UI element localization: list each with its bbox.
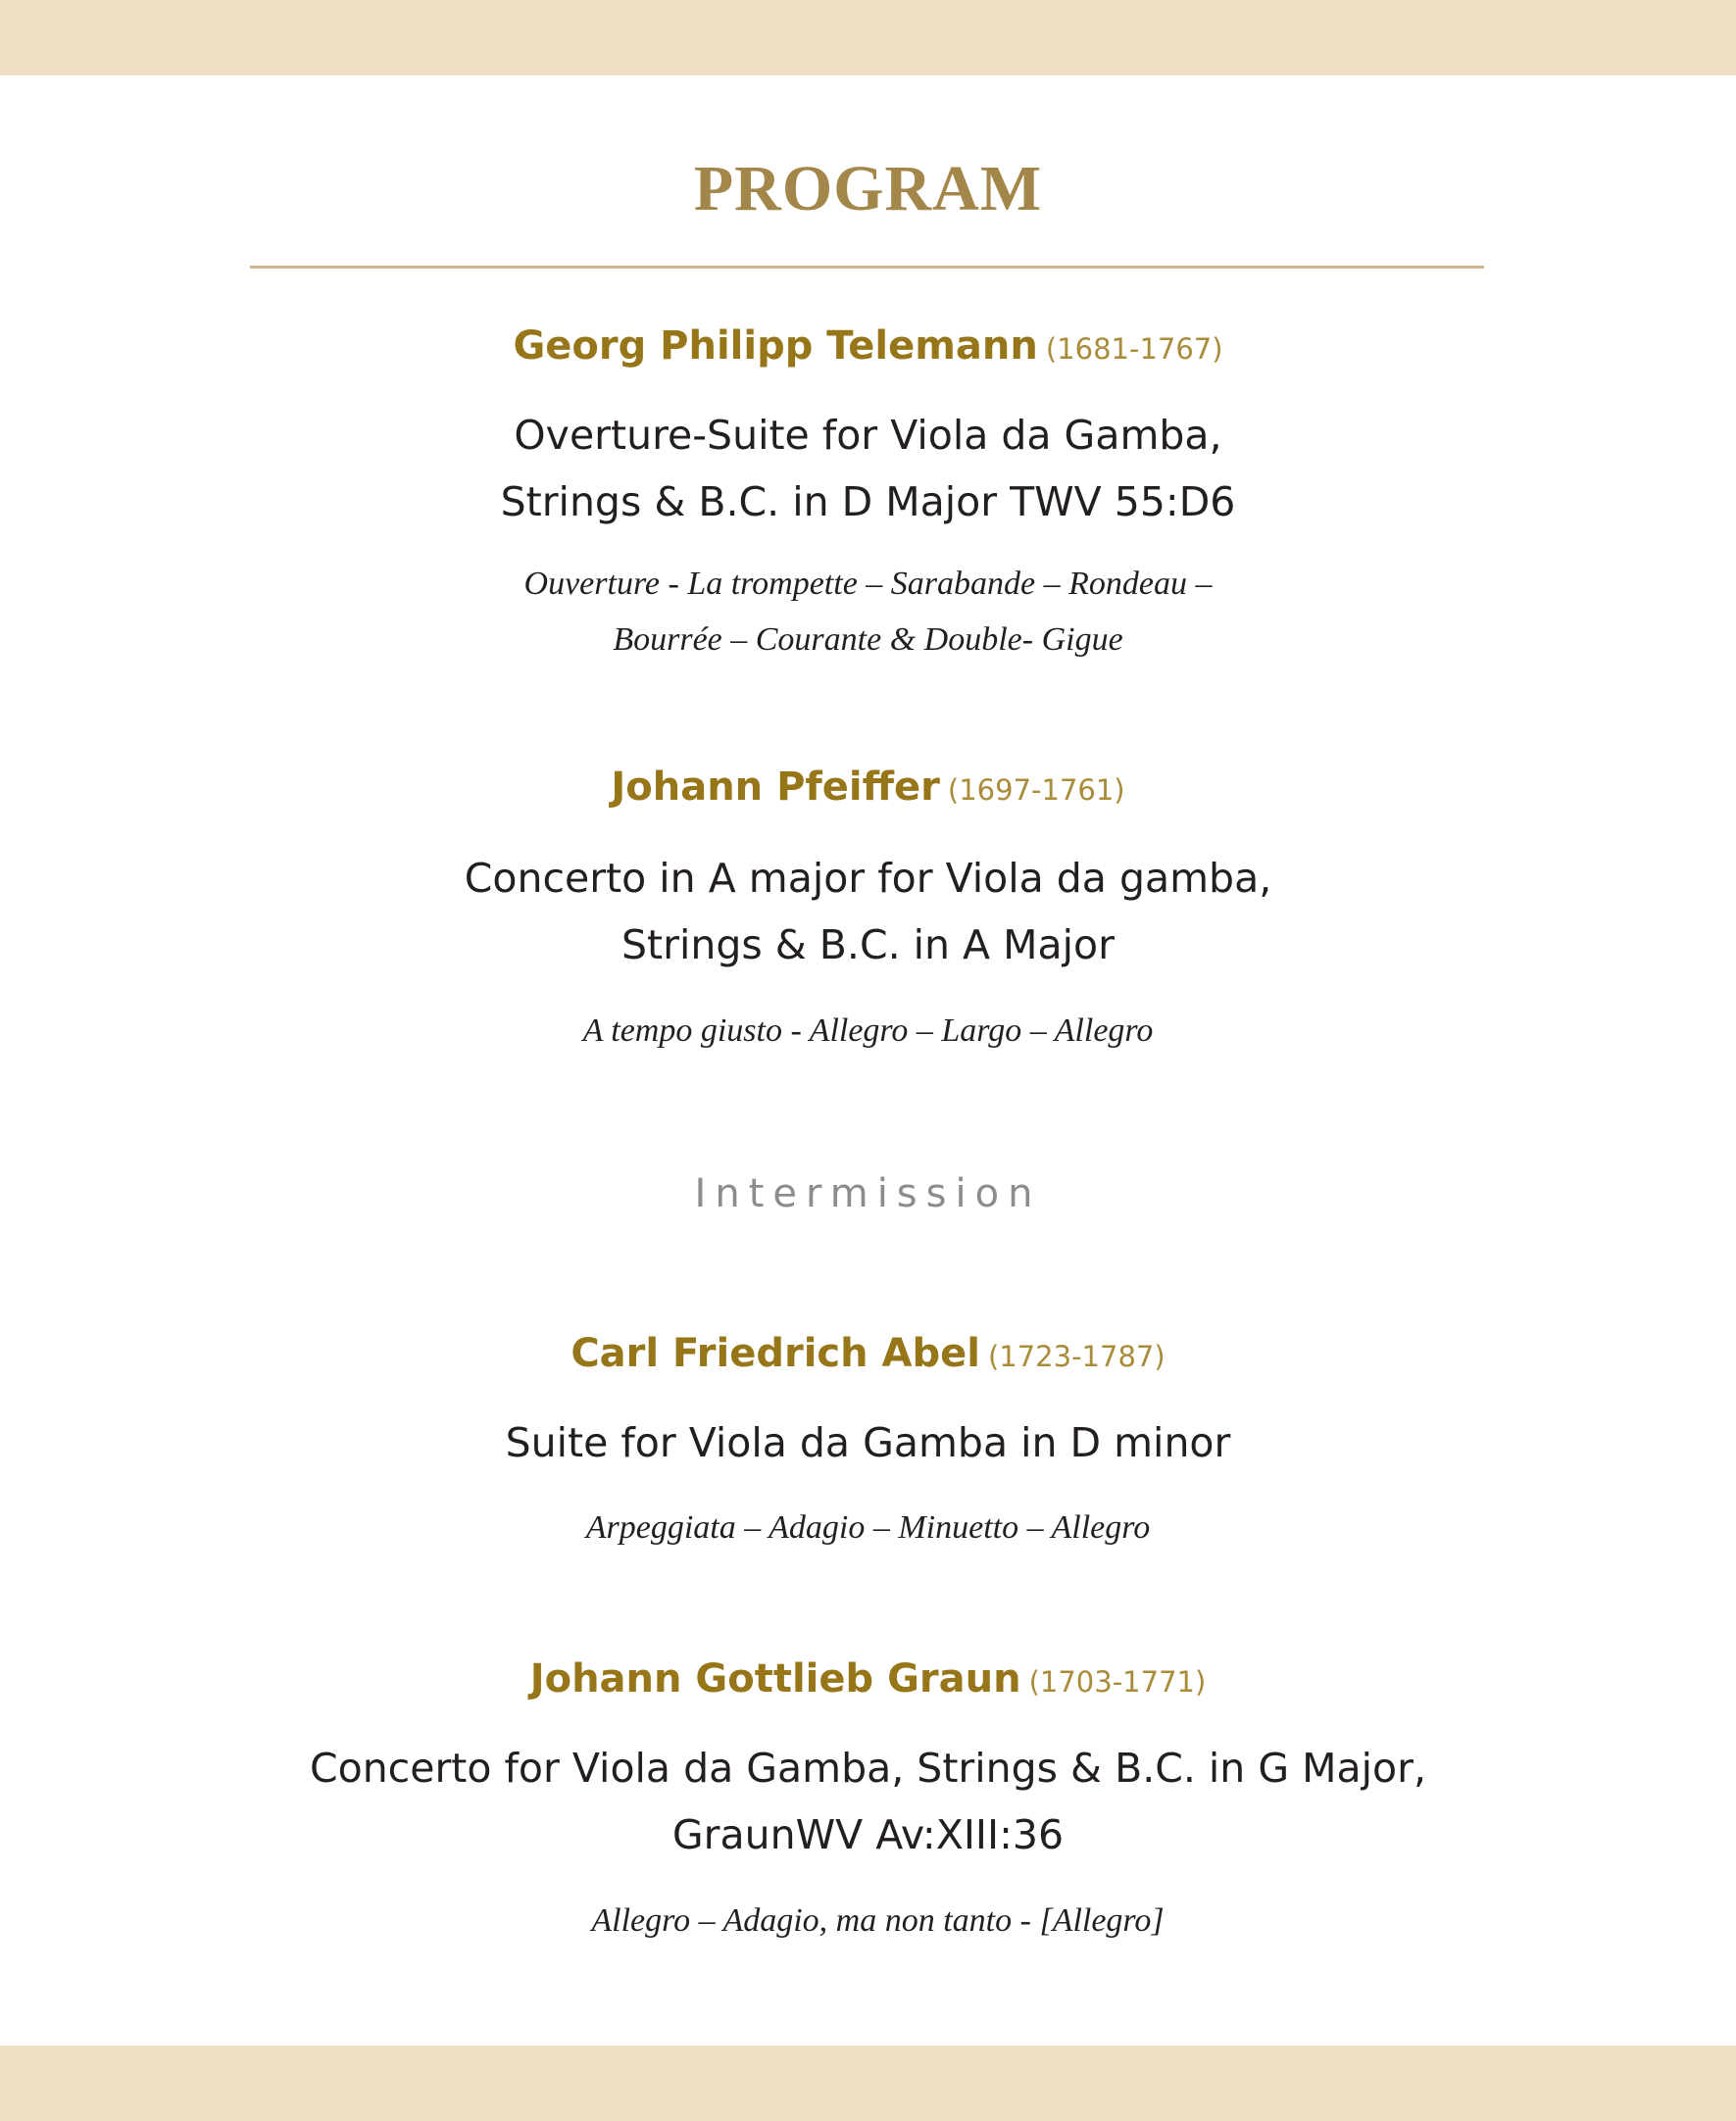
- movements-line: A tempo giusto - Allegro – Largo – Allegro: [582, 1012, 1154, 1049]
- composer-years: (1697-1761): [947, 773, 1125, 807]
- composer-heading: [0, 1326, 1736, 1384]
- composer-heading: [0, 1652, 1736, 1709]
- work-title-line: Concerto in A major for Viola da gamba,: [464, 855, 1272, 902]
- work-title-line: Suite for Viola da Gamba in D minor: [505, 1419, 1231, 1466]
- work-title-line: Strings & B.C. in A Major: [621, 921, 1115, 968]
- composer-name: Georg Philipp Telemann: [513, 323, 1038, 369]
- composer-heading: [0, 319, 1736, 376]
- composer-years: (1681-1767): [1045, 332, 1223, 366]
- title-divider: [250, 266, 1484, 269]
- bottom-border-band: [0, 2046, 1736, 2121]
- composer-heading: [0, 760, 1736, 817]
- movements-line: Bourrée – Courante & Double- Gigue: [613, 621, 1123, 658]
- composer-name: Johann Pfeiffer: [611, 765, 940, 810]
- work-title-line: Strings & B.C. in D Major TWV 55:D6: [500, 478, 1236, 525]
- composer-name: Johann Gottlieb Graun: [529, 1656, 1021, 1702]
- work-title-line: Overture-Suite for Viola da Gamba,: [514, 412, 1222, 459]
- work-title-line: GraunWV Av:XIII:36: [671, 1811, 1065, 1858]
- movements-line: Arpeggiata – Adagio – Minuetto – Allegro: [585, 1509, 1151, 1546]
- page-title: PROGRAM: [693, 153, 1043, 224]
- movements-line: Ouverture - La trompette – Sarabande – Rondeau –: [523, 566, 1213, 602]
- top-border-band: [0, 0, 1736, 75]
- composer-name: Carl Friedrich Abel: [570, 1331, 980, 1376]
- work-title-line: Concerto for Viola da Gamba, Strings & B.C. in G Major,: [309, 1745, 1426, 1792]
- intermission-label: Intermission: [694, 1171, 1042, 1216]
- composer-years: (1723-1787): [987, 1340, 1166, 1373]
- movements-line: Allegro – Adagio, ma non tanto - [Allegro]: [591, 1902, 1165, 1939]
- composer-years: (1703-1771): [1028, 1665, 1207, 1699]
